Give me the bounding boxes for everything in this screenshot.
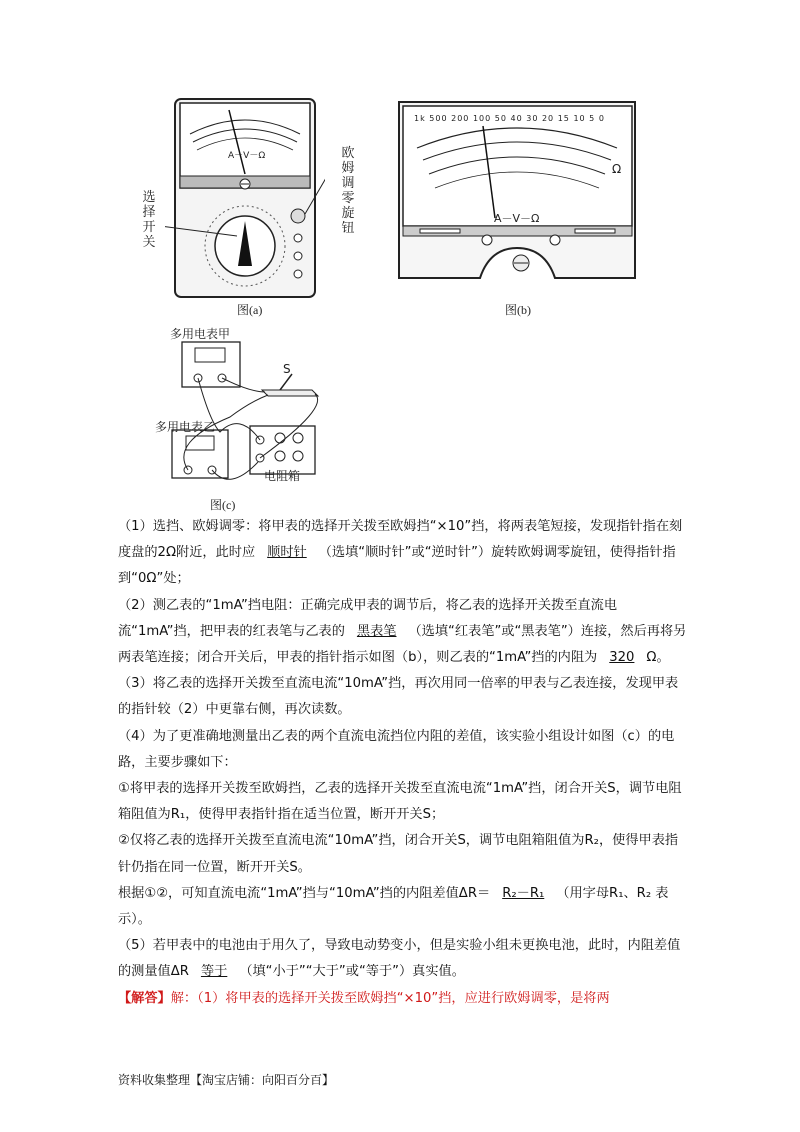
answer-blank-3: 320 bbox=[609, 650, 635, 666]
figure-b-unit: Ω bbox=[612, 162, 622, 176]
figure-b-caption: 图(b) bbox=[505, 303, 531, 317]
figure-c-meter-jia: 多用电表甲 bbox=[170, 327, 231, 341]
figure-c-caption: 图(c) bbox=[210, 498, 236, 512]
part-4: （4）为了更准确地测量出乙表的两个直流电流挡位内阻的差值，该实验小组设计如图（c）的电路，主要步骤如下： bbox=[118, 728, 675, 770]
part-4-step-2: ②仅将乙表的选择开关拨至直流电流“10mA”挡，闭合开关S，调节电阻箱阻值为R₂，使得甲表指针仍指在同一位置，断开开关S。 bbox=[118, 833, 679, 875]
figure-b-dial-text: A－V－Ω bbox=[494, 212, 540, 225]
part-4-conclusion: 根据①②，可知直流电流“1mA”挡与“10mA”挡的内阻差值ΔR＝ R₂－R₁ （用字母R₁、R₂ 表示）。 bbox=[118, 885, 669, 928]
figure-c-resistance-box: 电阻箱 bbox=[264, 469, 301, 483]
figure-a-right-label: 欧 姆 调 零 旋 钮 bbox=[341, 146, 355, 236]
figure-a-caption: 图(a) bbox=[237, 303, 263, 317]
part-5: （5）若甲表中的电池由于用久了，导致电动势变小，但是实验小组未更换电池，此时，内阻差值的测量值ΔR 等于 （填“小于”“大于”或“等于”）真实值。 bbox=[118, 938, 681, 980]
footer: 资料收集整理【淘宝店铺：向阳百分百】 bbox=[118, 1073, 335, 1087]
figure-b-meter-face bbox=[395, 98, 640, 283]
figure-c-switch: S bbox=[283, 362, 291, 376]
answer-blank-2: 黑表笔 bbox=[356, 623, 397, 639]
answer-blank-4: R₂－R₁ bbox=[502, 885, 545, 901]
figure-a-multimeter bbox=[165, 96, 325, 301]
figure-a-left-label: 选 择 开 关 bbox=[142, 190, 156, 250]
part-3: （3）将乙表的选择开关拨至直流电流“10mA”挡，再次用同一倍率的甲表与乙表连接，发现甲表的指针较（2）中更靠右侧，再次读数。 bbox=[118, 676, 679, 718]
question-text bbox=[118, 514, 688, 1012]
part-2: （2）测乙表的“1mA”挡电阻：正确完成甲表的调节后，将乙表的选择开关拨至直流电流“1mA”挡，把甲表的红表笔与乙表的 黑表笔 （选填“红表笔”或“黑表笔”）连接，然后再将另两表笔连接；闭合开关后，甲表的指针指示如图（b），则乙表的“1mA”挡的内阻为 320 Ω。 bbox=[118, 597, 687, 666]
answer-blank-1: 顺时针 bbox=[267, 545, 307, 561]
answer-blank-5: 等于 bbox=[200, 964, 228, 980]
part-1: （1）选挡、欧姆调零：将甲表的选择开关拨至欧姆挡“×10”挡，将两表笔短接，发现指针指在刻度盘的2Ω附近，此时应 顺时针 （选填“顺时针”或“逆时针”）旋转欧姆调零旋钮，使得指针指到“0Ω”处； bbox=[118, 519, 683, 587]
answer-tag: 【解答】 bbox=[118, 990, 171, 1006]
figure-b-omega-scale: 1k 500 200 100 50 40 30 20 15 10 5 0 bbox=[414, 114, 605, 123]
figure-c-meter-yi: 多用电表乙 bbox=[155, 420, 216, 434]
figure-c-circuit bbox=[150, 322, 340, 502]
figure-a-dial-text: A－V－Ω bbox=[228, 151, 266, 161]
part-4-step-1: ①将甲表的选择开关拨至欧姆挡，乙表的选择开关拨至直流电流“1mA”挡，闭合开关S，调节电阻箱阻值为R₁，使得甲表指针指在适当位置，断开开关S； bbox=[118, 781, 682, 823]
answer-line: 【解答】解：（1）将甲表的选择开关拨至欧姆挡“×10”挡，应进行欧姆调零，是将两 bbox=[118, 990, 610, 1006]
